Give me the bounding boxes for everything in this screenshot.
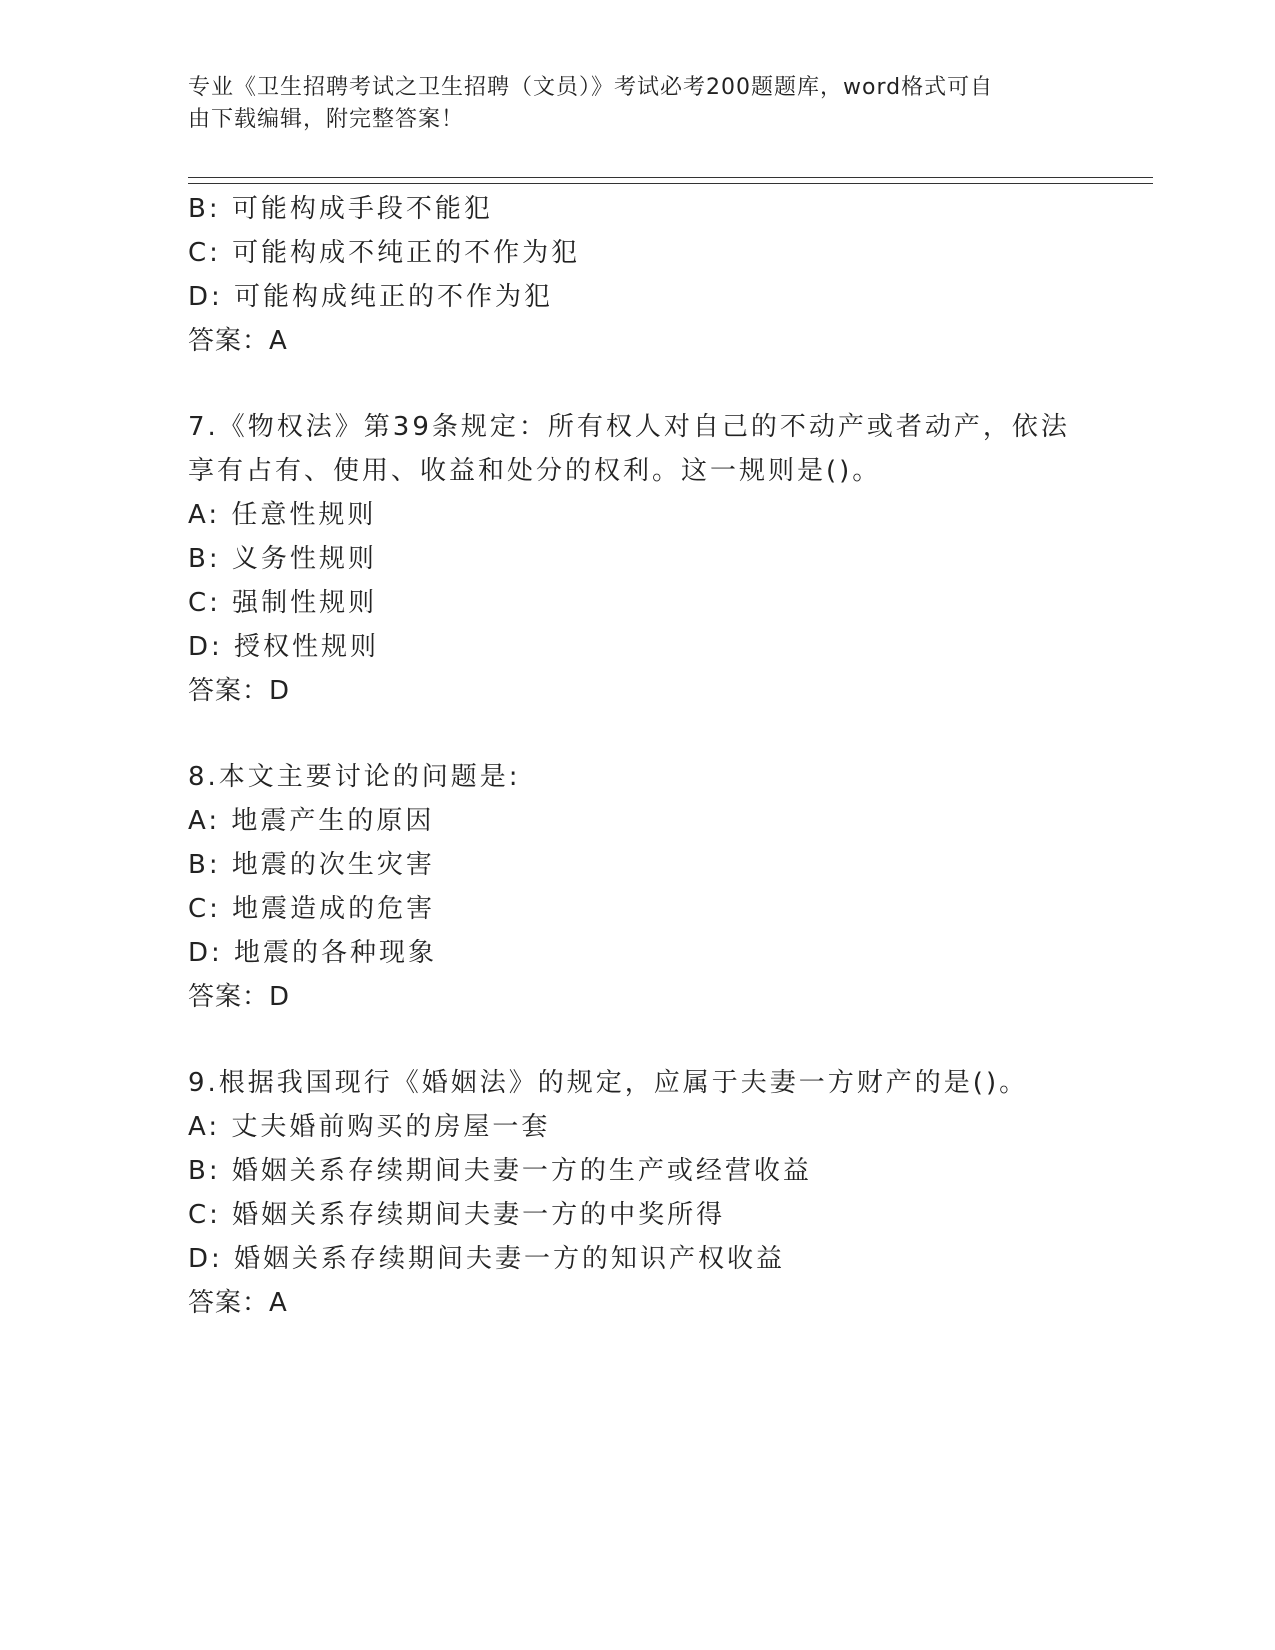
option-b: B: 义务性规则 — [188, 544, 377, 574]
option-d: D: 授权性规则 — [188, 632, 380, 662]
answer: 答案：A — [188, 326, 288, 356]
option-a: A: 任意性规则 — [188, 500, 377, 530]
option-a: A: 地震产生的原因 — [188, 806, 435, 836]
question-stem: 8.本文主要讨论的问题是: — [188, 762, 521, 792]
option-d: D: 地震的各种现象 — [188, 938, 438, 968]
question-stem: 享有占有、使用、收益和处分的权利。这一规则是()。 — [188, 456, 882, 486]
option-b: B: 可能构成手段不能犯 — [188, 194, 493, 224]
answer: 答案：A — [188, 1288, 288, 1318]
option-d: D: 婚姻关系存续期间夫妻一方的知识产权收益 — [188, 1244, 786, 1274]
answer: 答案：D — [188, 982, 291, 1012]
header-divider-top — [188, 177, 1153, 178]
option-b: B: 婚姻关系存续期间夫妻一方的生产或经营收益 — [188, 1156, 812, 1186]
option-c: C: 强制性规则 — [188, 588, 378, 618]
header-divider-bottom — [188, 183, 1153, 184]
header-line-1: 专业《卫生招聘考试之卫生招聘（文员）》考试必考200题题库，word格式可自 — [188, 75, 994, 100]
option-c: C: 可能构成不纯正的不作为犯 — [188, 238, 581, 268]
question-stem: 7.《物权法》第39条规定：所有权人对自己的不动产或者动产，依法 — [188, 412, 1070, 442]
question-stem: 9.根据我国现行《婚姻法》的规定，应属于夫妻一方财产的是()。 — [188, 1068, 1029, 1098]
answer: 答案：D — [188, 676, 291, 706]
option-c: C: 婚姻关系存续期间夫妻一方的中奖所得 — [188, 1200, 726, 1230]
option-a: A: 丈夫婚前购买的房屋一套 — [188, 1112, 551, 1142]
header-line-2: 由下载编辑，附完整答案！ — [188, 107, 465, 132]
option-d: D: 可能构成纯正的不作为犯 — [188, 282, 554, 312]
option-b: B: 地震的次生灾害 — [188, 850, 435, 880]
option-c: C: 地震造成的危害 — [188, 894, 436, 924]
document-header — [188, 72, 1088, 136]
